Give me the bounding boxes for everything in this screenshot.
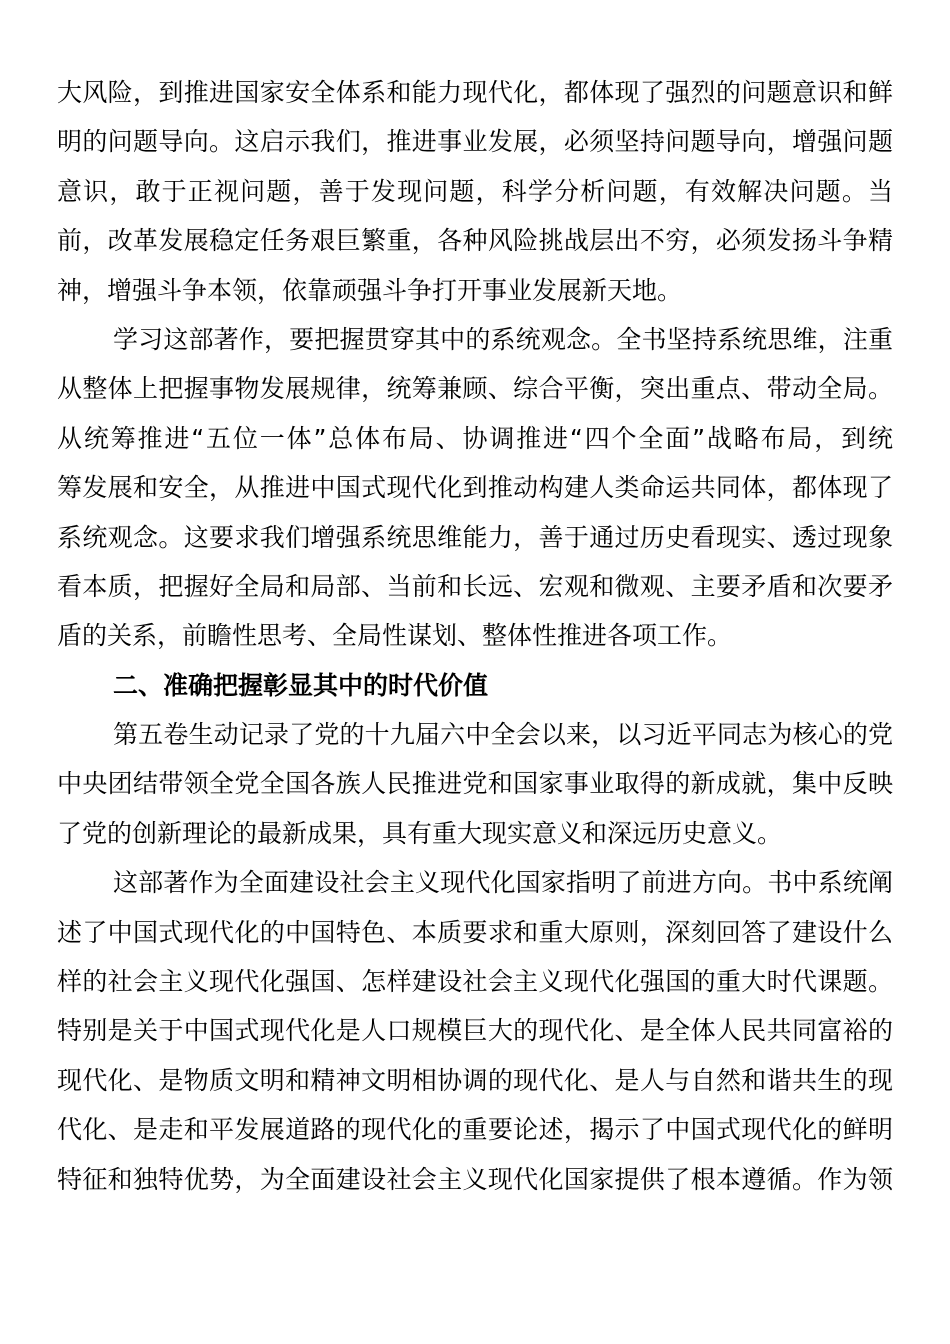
text-line: 学习这部著作，要把握贯穿其中的系统观念。全书坚持系统思维，注重	[113, 324, 893, 354]
text-line: 前，改革发展稳定任务艰巨繁重，各种风险挑战层出不穷，必须发扬斗争精	[57, 226, 893, 256]
text-line: 现代化、是物质文明和精神文明相协调的现代化、是人与自然和谐共生的现	[57, 1065, 893, 1095]
text-line: 明的问题导向。这启示我们，推进事业发展，必须坚持问题导向，增强问题	[57, 127, 893, 157]
text-line: 筹发展和安全，从推进中国式现代化到推动构建人类命运共同体，都体现了	[57, 473, 893, 503]
text-line: 了党的创新理论的最新成果，具有重大现实意义和深远历史意义。	[57, 818, 783, 848]
text-line: 神，增强斗争本领，依靠顽强斗争打开事业发展新天地。	[57, 275, 683, 305]
text-line: 样的社会主义现代化强国、怎样建设社会主义现代化强国的重大时代课题。	[57, 967, 893, 997]
text-line: 代化、是走和平发展道路的现代化的重要论述，揭示了中国式现代化的鲜明	[57, 1115, 893, 1145]
text-line: 这部著作为全面建设社会主义现代化国家指明了前进方向。书中系统阐	[113, 868, 893, 898]
text-line: 特别是关于中国式现代化是人口规模巨大的现代化、是全体人民共同富裕的	[57, 1016, 893, 1046]
text-line: 意识，敢于正视问题，善于发现问题，科学分析问题，有效解决问题。当	[57, 176, 893, 206]
text-line: 盾的关系，前瞻性思考、全局性谋划、整体性推进各项工作。	[57, 621, 733, 651]
text-line: 述了中国式现代化的中国特色、本质要求和重大原则，深刻回答了建设什么	[57, 917, 893, 947]
text-line: 系统观念。这要求我们增强系统思维能力，善于通过历史看现实、透过现象	[57, 522, 893, 552]
section-heading: 二、准确把握彰显其中的时代价值	[113, 670, 489, 700]
text-line: 大风险，到推进国家安全体系和能力现代化，都体现了强烈的问题意识和鲜	[57, 78, 893, 107]
text-line: 第五卷生动记录了党的十九届六中全会以来，以习近平同志为核心的党	[113, 720, 893, 750]
text-line: 看本质，把握好全局和局部、当前和长远、宏观和微观、主要矛盾和次要矛	[57, 571, 893, 601]
text-line: 特征和独特优势，为全面建设社会主义现代化国家提供了根本遵循。作为领	[57, 1164, 893, 1194]
text-line: 从整体上把握事物发展规律，统筹兼顾、综合平衡，突出重点、带动全局。	[57, 374, 893, 404]
text-line: 中央团结带领全党全国各族人民推进党和国家事业取得的新成就，集中反映	[57, 769, 893, 799]
text-line: 从统筹推进“五位一体”总体布局、协调推进“四个全面”战略布局，到统	[57, 423, 893, 453]
document-text-block	[57, 68, 893, 1204]
